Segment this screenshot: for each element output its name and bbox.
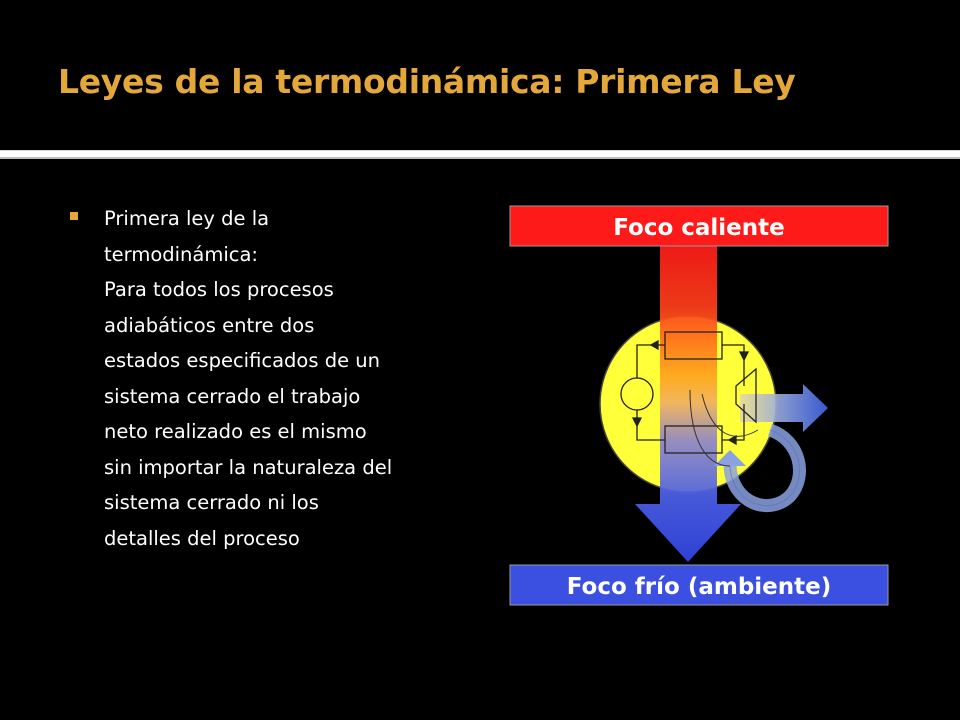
bullet-text (104, 201, 484, 556)
bullet-line: sin importar la naturaleza del (104, 455, 393, 479)
heat-in-label: |Q_c| (559, 268, 627, 299)
heat-engine-diagram (508, 204, 898, 610)
cold-reservoir-label: Foco frío (ambiente) (566, 574, 832, 600)
bullet-line: sistema cerrado ni los (104, 491, 319, 514)
bullet-line: Para todos los procesos (104, 278, 334, 301)
bullet-line: termodinámica: (104, 242, 259, 266)
bullet-line: sistema cerrado el trabajo (104, 384, 361, 408)
bullet-line: neto realizado es el mismo (104, 420, 367, 443)
bullet-line: adiabáticos entre dos (104, 313, 315, 337)
slide-header (0, 0, 960, 150)
hot-reservoir-label: Foco caliente (613, 215, 785, 241)
bullet-line: detalles del proceso (104, 526, 300, 550)
slide-title: Leyes de la termodinámica: Primera Ley (58, 62, 796, 101)
header-divider (0, 150, 960, 159)
heat-out-label: |Q_f| (568, 525, 632, 556)
bullet-marker (70, 212, 78, 220)
work-label: |W| (797, 355, 843, 386)
bullet-line: Primera ley de la (104, 207, 270, 230)
bullet-line: estados especificados de un (104, 349, 380, 372)
